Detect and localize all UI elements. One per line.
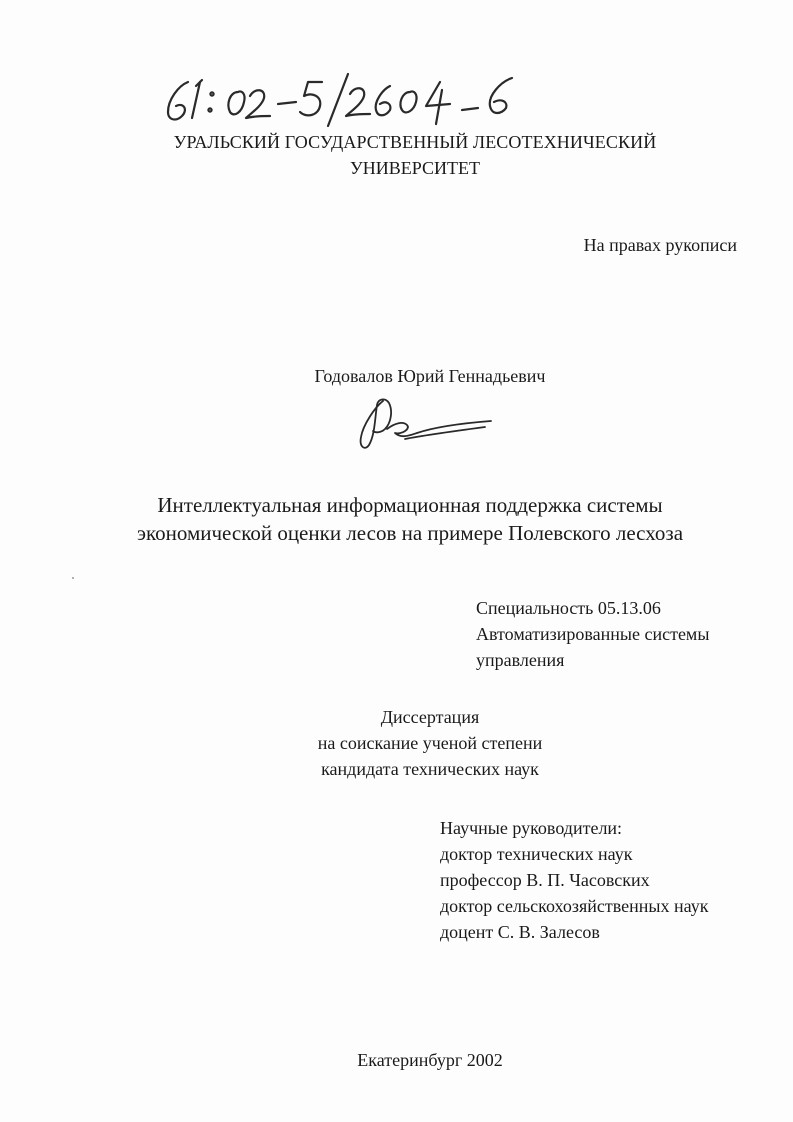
supervisor-1-degree: доктор технических наук [440,844,633,864]
dissertation-title-line-1: Интеллектуальная информационная поддержка системы [157,493,663,517]
specialty-name-line-1: Автоматизированные системы [476,624,710,644]
supervisor-2-degree: доктор сельскохозяйственных наук [440,896,709,916]
dissertation-label: Диссертация [380,707,480,727]
university-name-line-1: УРАЛЬСКИЙ ГОСУДАРСТВЕННЫЙ ЛЕСОТЕХНИЧЕСКИЙ [173,132,657,152]
handwritten-catalog-number [150,60,570,130]
author-signature [345,393,495,458]
degree-purpose: на соискание ученой степени [317,733,543,753]
author-name: Годовалов Юрий Геннадьевич [314,366,546,386]
supervisor-1-name: профессор В. П. Часовских [440,870,650,890]
scan-speck [72,577,74,579]
specialty-name-line-2: управления [476,650,565,670]
city-year: Екатеринбург 2002 [357,1050,503,1070]
dissertation-title-line-2: экономической оценки лесов на примере Полевского лесхоза [136,521,684,545]
supervisor-2-name: доцент С. В. Залесов [440,922,600,942]
specialty-code: Специальность 05.13.06 [476,598,661,618]
manuscript-rights-note: На правах рукописи [583,235,737,255]
supervisors-heading: Научные руководители: [440,818,623,838]
degree-name: кандидата технических наук [321,759,539,779]
university-name-line-2: УНИВЕРСИТЕТ [350,158,480,178]
